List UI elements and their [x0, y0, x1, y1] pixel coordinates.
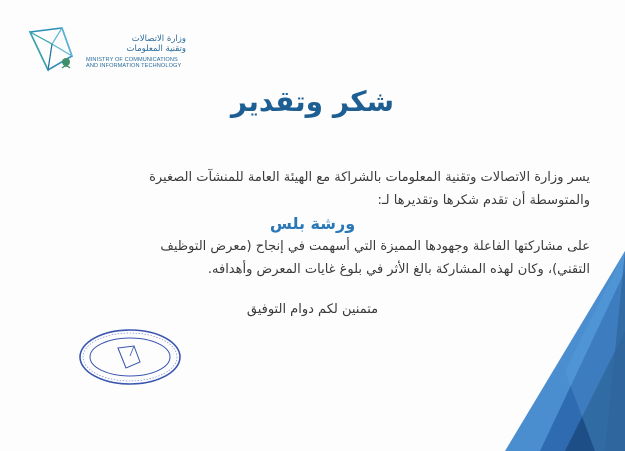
ministry-name-english: [86, 57, 206, 70]
recipient-name: ورشة بلس: [269, 214, 356, 233]
closing-line: متمنين لكم دوام التوفيق: [246, 302, 379, 317]
ministry-name-arabic-line2: وتقنية المعلومات: [126, 44, 186, 54]
body-line-2: والمتوسطة أن تقدم شكرها وتقديرها لـ:: [377, 193, 590, 208]
certificate-title: شكر وتقدير: [230, 85, 395, 118]
official-stamp-icon: [78, 328, 182, 386]
ministry-logo-icon: [22, 26, 80, 74]
ministry-name-english-line1: MINISTRY OF COMMUNICATIONS: [86, 57, 178, 63]
ministry-name-english-line2: AND INFORMATION TECHNOLOGY: [86, 63, 182, 70]
corner-decoration: [445, 251, 625, 451]
body-line-3: على مشاركتها الفاعلة وجهودها المميزة التي أسهمت في إنجاح (معرض التوظيف: [160, 239, 590, 254]
body-line-1: يسر وزارة الاتصالات وتقنية المعلومات بالشراكة مع الهيئة العامة للمنشآت الصغيرة: [149, 170, 590, 185]
ministry-name-arabic-line1: وزارة الاتصالات: [131, 34, 186, 44]
ministry-name-arabic: [86, 34, 186, 54]
body-line-4: التقني)، وكان لهذه المشاركة بالغ الأثر في بلوغ غايات المعرض وأهدافه.: [207, 262, 590, 277]
